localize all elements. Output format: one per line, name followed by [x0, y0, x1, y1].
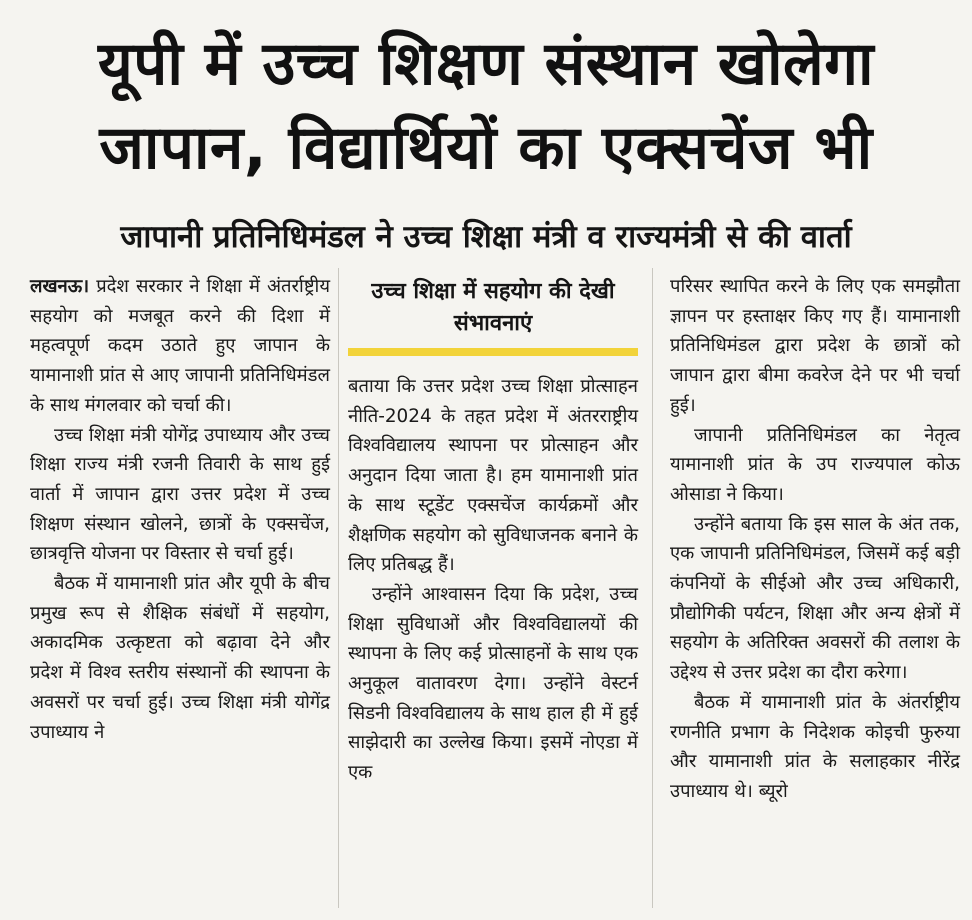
highlight-bar [348, 348, 638, 356]
paragraph: परिसर स्थापित करने के लिए एक समझौता ज्ञापन पर हस्ताक्षर किए गए हैं। यामानाशी प्रतिनिधिमंडल द्वारा प्रदेश के छात्रों को जापान द्वारा बीमा कवरेज देने पर भी चर्चा हुई। [670, 276, 960, 416]
paragraph: बैठक में यामानाशी प्रांत और यूपी के बीच प्रमुख रूप से शैक्षिक संबंधों में सहयोग, अकादमिक उत्कृष्टता को बढ़ावा देने और प्रदेश में विश्व स्तरीय संस्थानों की स्थापना के अवसरों पर चर्चा हुई। उच्च शिक्षा मंत्री योगेंद्र उपाध्याय ने [30, 573, 330, 743]
box-heading [348, 276, 638, 340]
dateline: लखनऊ। [30, 276, 90, 297]
paragraph: उच्च शिक्षा मंत्री योगेंद्र उपाध्याय और उच्च शिक्षा राज्य मंत्री रजनी तिवारी के साथ हुई वार्ता में जापान द्वारा उत्तर प्रदेश में उच्च शिक्षण संस्थान खोलने, छात्रों के एक्सचेंज, छात्रवृत्ति योजना पर विस्तार से चर्चा हुई। [30, 424, 330, 565]
headline-line-1: यूपी में उच्च शिक्षण संस्थान खोलेगा [97, 29, 875, 99]
column-divider [338, 268, 339, 908]
article-column-2 [348, 372, 638, 788]
subheadline: जापानी प्रतिनिधिमंडल ने उच्च शिक्षा मंत्री व राज्यमंत्री से की वार्ता [120, 219, 852, 255]
paragraph: जापानी प्रतिनिधिमंडल का नेतृत्व यामानाशी प्रांत के उप राज्यपाल कोऊ ओसाडा ने किया। [670, 424, 960, 505]
box-heading-text: उच्च शिक्षा में सहयोग की देखी संभावनाएं [371, 279, 615, 336]
paragraph [30, 272, 330, 421]
headline-line-2: जापान, विद्यार्थियों का एक्सचेंज भी [99, 113, 873, 183]
paragraph-text: प्रदेश सरकार ने शिक्षा में अंतर्राष्ट्रीय सहयोग को मजबूत करने की दिशा में महत्वपूर्ण कदम उठाते हुए जापान के यामानाशी प्रांत से आए जापानी प्रतिनिधिमंडल के साथ मंगलवार को चर्चा की। [30, 276, 330, 416]
column-divider [652, 268, 653, 908]
paragraph: बताया कि उत्तर प्रदेश उच्च शिक्षा प्रोत्साहन नीति-2024 के तहत प्रदेश में अंतरराष्ट्रीय विश्वविद्यालय स्थापना पर प्रोत्साहन और अनुदान दिया जाता है। हम यामानाशी प्रांत के साथ स्टूडेंट एक्सचेंज कार्यक्रमों और शैक्षणिक सहयोग को सुविधाजनक बनाने के लिए प्रतिबद्ध हैं। [348, 376, 638, 576]
paragraph: उन्होंने बताया कि इस साल के अंत तक, एक जापानी प्रतिनिधिमंडल, जिसमें कई बड़ी कंपनियों के सीईओ और उच्च अधिकारी, प्रौद्योगिकी पर्यटन, शिक्षा और अन्य क्षेत्रों में सहयोग के अतिरिक्त अवसरों की तलाश के उद्देश्य से उत्तर प्रदेश का दौरा करेगा। [670, 513, 960, 684]
paragraph: बैठक में यामानाशी प्रांत के अंतर्राष्ट्रीय रणनीति प्रभाग के निदेशक कोइची फुरुया और यामानाशी प्रांत के सलाहकार नीरेंद्र उपाध्याय थे। ब्यूरो [670, 691, 960, 802]
paragraph: उन्होंने आश्वासन दिया कि प्रदेश, उच्च शिक्षा सुविधाओं और विश्वविद्यालयों की स्थापना के लिए कई प्रोत्साहनों के साथ एक अनुकूल वातावरण देगा। उन्होंने वेस्टर्न सिडनी विश्वविद्यालय के साथ हाल ही में हुई साझेदारी का उल्लेख किया। इसमें नोएडा में एक [348, 583, 638, 784]
article-column-3 [670, 272, 960, 807]
article-column-1 [30, 272, 330, 747]
